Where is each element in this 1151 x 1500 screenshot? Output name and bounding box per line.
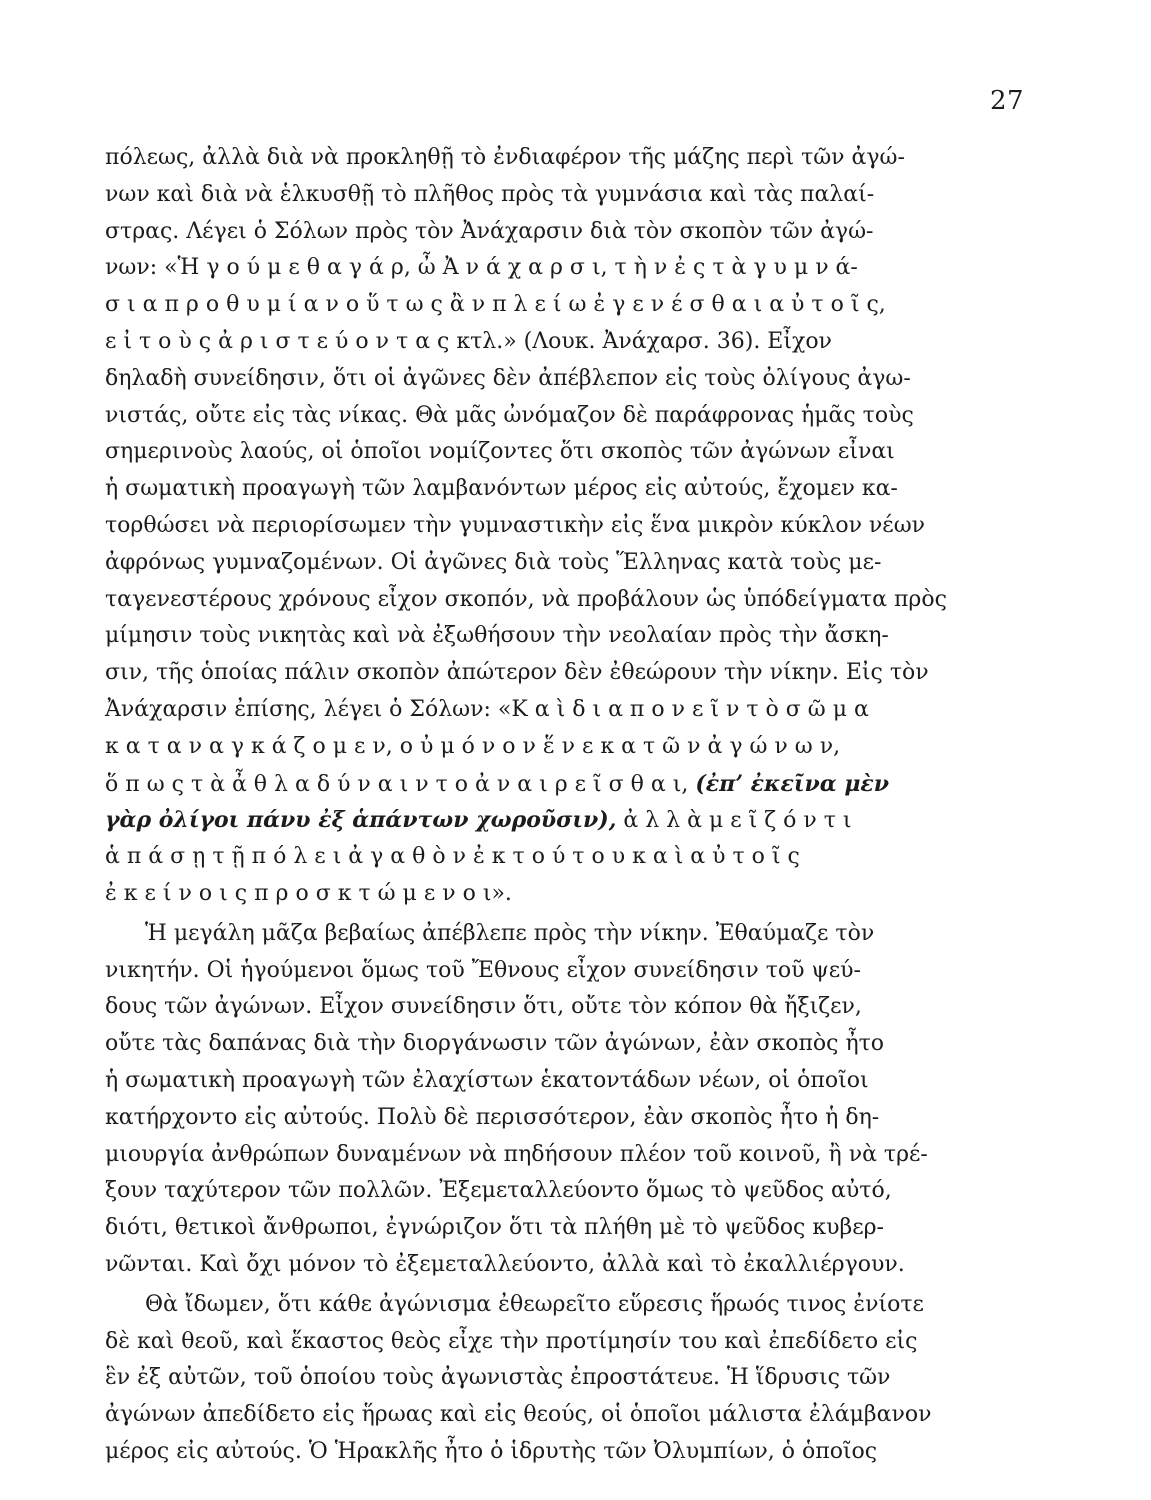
text-line: νων καὶ διὰ νὰ ἑλκυσθῇ τὸ πλῆθος πρὸς τὰ γυμνάσια καὶ τὰς παλαί-	[105, 181, 875, 207]
body-text	[105, 140, 1017, 1471]
paragraph-start-line: Ἡ μεγάλη μᾶζα βεβαίως ἀπέβλεπε πρὸς τὴν νίκην. Ἐθαύμαζε τὸν	[145, 920, 875, 946]
text-line: νῶνται. Καὶ ὄχι μόνον τὸ ἐξεμεταλλεύοντο, ἀλλὰ καὶ τὸ ἐκαλλιέργουν.	[105, 1251, 905, 1277]
text-line: στρας. Λέγει ὁ Σόλων πρὸς τὸν Ἀνάχαρσιν διὰ τὸν σκοπὸν τῶν ἀγώ-	[105, 218, 874, 244]
text-line: ἐ κ ε ί ν ο ι ς π ρ ο σ κ τ ώ μ ε ν ο ι».	[105, 880, 512, 906]
quote-fragment: ἀ λ λ ὰ μ ε ῖ ζ ό ν τ ι	[623, 808, 852, 834]
text-line: κατήρχοντο εἰς αὐτούς. Πολὺ δὲ περισσότερον, ἐὰν σκοπὸς ἦτο ἡ δη-	[105, 1104, 880, 1130]
text-line: ε ἰ τ ο ὺ ς ἀ ρ ι σ τ ε ύ ο ν τ α ς κτλ.» (Λουκ. Ἀνάχαρσ. 36). Εἶχον	[105, 328, 832, 354]
text-line: οὔτε τὰς δαπάνας διὰ τὴν διοργάνωσιν τῶν ἀγώνων, ἐὰν σκοπὸς ἦτο	[105, 1031, 885, 1057]
text-line: νων: «Ἡ γ ο ύ μ ε θ α γ ά ρ, ὦ Ἀ ν ά χ α ρ σ ι, τ ὴ ν ἐ ς τ ὰ γ υ μ ν ά-	[105, 255, 858, 281]
text-line: κ α τ α ν α γ κ ά ζ ο μ ε ν, ο ὐ μ ό ν ο ν ἕ ν ε κ α τ ῶ ν ἀ γ ώ ν ω ν,	[105, 733, 841, 759]
text-line: μίμησιν τοὺς νικητὰς καὶ νὰ ἐξωθήσουν τὴν νεολαίαν πρὸς τὴν ἄσκη-	[105, 623, 889, 649]
text-line: ἀγώνων ἀπεδίδετο εἰς ἥρωας καὶ εἰς θεούς, οἱ ὁποῖοι μάλιστα ἐλάμβανον	[105, 1402, 932, 1428]
text-line: δους τῶν ἀγώνων. Εἶχον συνείδησιν ὅτι, οὔτε τὸν κόπον θὰ ἤξιζεν,	[105, 994, 862, 1020]
paragraph-start-line: Θὰ ἴδωμεν, ὅτι κάθε ἀγώνισμα ἐθεωρεῖτο εὕρεσις ἥρωός τινος ἐνίοτε	[145, 1291, 924, 1317]
text-line: τορθώσει νὰ περιορίσωμεν τὴν γυμναστικὴν εἰς ἕνα μικρὸν κύκλον νέων	[105, 512, 926, 538]
text-line: ἀφρόνως γυμναζομένων. Οἱ ἀγῶνες διὰ τοὺς Ἕλληνας κατὰ τοὺς με-	[105, 549, 882, 575]
text-line: σ ι α π ρ ο θ υ μ ί α ν ο ὕ τ ω ς ἂ ν π λ ε ί ω ἐ γ ε ν έ σ θ α ι α ὐ τ ο ῖ ς,	[105, 292, 886, 318]
bold-quote-fragment: γὰρ ὀλίγοι πάνυ ἐξ ἁπάντων χωροῦσιν),	[105, 807, 617, 834]
text-line: μιουργία ἀνθρώπων δυναμένων νὰ πηδήσουν πλέον τοῦ κοινοῦ, ἢ νὰ τρέ-	[105, 1141, 928, 1167]
text-line: ἡ σωματικὴ προαγωγὴ τῶν λαμβανόντων μέρος εἰς αὐτούς, ἔχομεν κα-	[105, 476, 898, 502]
text-line: διότι, θετικοὶ ἄνθρωποι, ἐγνώριζον ὅτι τὰ πλήθη μὲ τὸ ψεῦδος κυβερ-	[105, 1215, 884, 1241]
text-line: νικητήν. Οἱ ἡγούμενοι ὅμως τοῦ Ἔθνους εἶχον συνείδησιν τοῦ ψεύ-	[105, 957, 861, 983]
quote-fragment: ὅ π ω ς τ ὰ ἆ θ λ α δ ύ ν α ι ν τ ο ἀ ν α ι ρ ε ῖ σ θ α ι,	[105, 771, 689, 797]
text-line: σημερινοὺς λαούς, οἱ ὁποῖοι νομίζοντες ὅτι σκοπὸς τῶν ἀγώνων εἶναι	[105, 439, 895, 465]
text-line: ξουν ταχύτερον τῶν πολλῶν. Ἐξεμεταλλεύοντο ὅμως τὸ ψεῦδος αὐτό,	[105, 1178, 892, 1204]
text-line: σιν, τῆς ὁποίας πάλιν σκοπὸν ἀπώτερον δὲν ἐθεώρουν τὴν νίκην. Εἰς τὸν	[105, 660, 929, 686]
text-line: Ἀνάχαρσιν ἐπίσης, λέγει ὁ Σόλων: «Κ α ὶ δ ι α π ο ν ε ῖ ν τ ὸ σ ῶ μ α	[105, 696, 869, 722]
text-line-mixed	[105, 766, 1017, 803]
text-line-mixed	[105, 802, 1017, 839]
text-line: ἡ σωματικὴ προαγωγὴ τῶν ἐλαχίστων ἑκατοντάδων νέων, οἱ ὁποῖοι	[105, 1067, 869, 1093]
text-line: ταγενεστέρους χρόνους εἶχον σκοπόν, νὰ προβάλουν ὡς ὑπόδείγματα πρὸς	[105, 586, 947, 612]
text-line: δὲ καὶ θεοῦ, καὶ ἕκαστος θεὸς εἶχε τὴν προτίμησίν του καὶ ἐπεδίδετο εἰς	[105, 1328, 918, 1354]
text-line: ἓν ἐξ αὐτῶν, τοῦ ὁποίου τοὺς ἀγωνιστὰς ἐπροστάτευε. Ἡ ἵδρυσις τῶν	[105, 1365, 891, 1391]
text-line: νιστάς, οὔτε εἰς τὰς νίκας. Θὰ μᾶς ὠνόμαζον δὲ παράφρονας ἡμᾶς τοὺς	[105, 402, 914, 428]
bold-quote-fragment: (ἐπʼ ἐκεῖνα μὲν	[695, 770, 890, 797]
text-line: πόλεως, ἀλλὰ διὰ νὰ προκληθῇ τὸ ἐνδιαφέρον τῆς μάζης περὶ τῶν ἀγώ-	[105, 145, 905, 170]
page-number: 27	[990, 86, 1025, 116]
text-line: δηλαδὴ συνείδησιν, ὅτι οἱ ἀγῶνες δὲν ἀπέβλεπον εἰς τοὺς ὀλίγους ἀγω-	[105, 365, 911, 391]
text-line: ἁ π ά σ ῃ τ ῇ π ό λ ε ι ἀ γ α θ ὸ ν ἐ κ τ ο ύ τ ο υ κ α ὶ α ὐ τ ο ῖ ς	[105, 844, 800, 870]
text-line: μέρος εἰς αὐτούς. Ὁ Ἡρακλῆς ἦτο ὁ ἱδρυτὴς τῶν Ὀλυμπίων, ὁ ὁποῖος	[105, 1438, 878, 1464]
